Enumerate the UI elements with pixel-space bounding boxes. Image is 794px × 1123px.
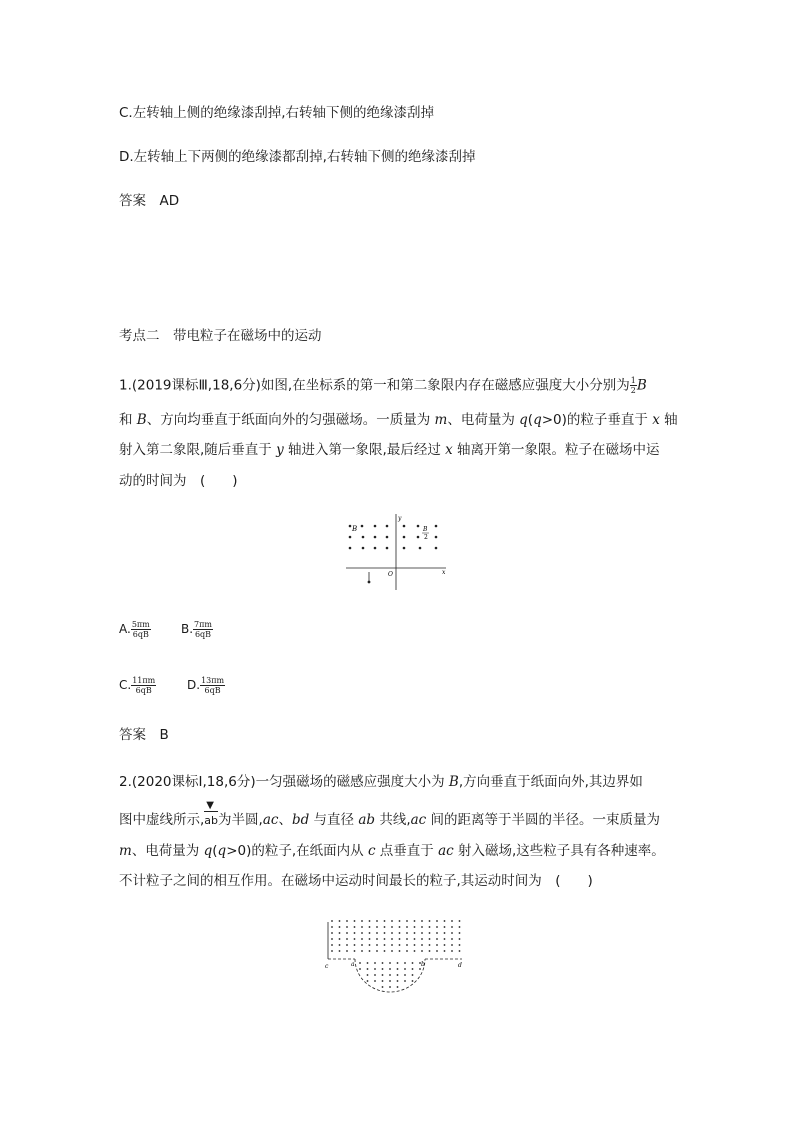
label-B-right-den: 2 [424, 534, 428, 541]
field-dot [436, 944, 438, 946]
q1-line2: 和 B、方向均垂直于纸面向外的匀强磁场。一质量为 m、电荷量为 q(q>0)的粒子垂直于 x 轴 [119, 412, 678, 428]
field-dot [444, 926, 446, 928]
field-dot [389, 962, 391, 964]
field-dot [369, 944, 371, 946]
field-dot [451, 932, 453, 934]
option-d-text: D.左转轴上下两侧的绝缘漆都刮掉,右转轴下侧的绝缘漆刮掉 [119, 149, 476, 165]
field-dot [374, 980, 376, 982]
field-dot [391, 944, 393, 946]
field-dot [349, 547, 352, 550]
field-dot [346, 938, 348, 940]
q1-figure [338, 510, 453, 592]
field-dot [391, 926, 393, 928]
field-dot [382, 968, 384, 970]
field-dot [391, 938, 393, 940]
label-B-right-num: B [423, 526, 428, 533]
field-dot [414, 932, 416, 934]
field-dot [459, 932, 461, 934]
field-dot [349, 536, 352, 539]
field-dot [376, 944, 378, 946]
field-dot [399, 938, 401, 940]
field-dot [421, 926, 423, 928]
field-dot [451, 926, 453, 928]
field-dot [406, 926, 408, 928]
field-dot [384, 938, 386, 940]
field-dot [339, 920, 341, 922]
field-dot [444, 920, 446, 922]
field-dot [397, 986, 399, 988]
field-dot [406, 950, 408, 952]
q1-option-d[interactable]: D. $\frac{13\pi m}{6qB}$ [187, 676, 225, 695]
field-dot [369, 938, 371, 940]
field-dot [331, 926, 333, 928]
field-dot [459, 944, 461, 946]
label-c: c [325, 963, 329, 970]
field-dot [331, 944, 333, 946]
field-dot [374, 974, 376, 976]
q1-line3: 射入第二象限,随后垂直于 y 轴进入第一象限,最后经过 x 轴离开第一象限。粒子在磁场中运 [119, 442, 660, 458]
field-dot [331, 932, 333, 934]
q1-option-c[interactable]: C. $\frac{11\pi m}{6qB}$ [119, 676, 156, 695]
field-dot [429, 926, 431, 928]
field-dot [376, 920, 378, 922]
field-dot [391, 932, 393, 934]
field-dot [451, 920, 453, 922]
field-dot [421, 944, 423, 946]
q1-line4: 动的时间为 ( ) [119, 473, 238, 489]
field-dot [421, 920, 423, 922]
field-dot [354, 926, 356, 928]
q1-answer: 答案 B [119, 727, 169, 743]
field-dot [359, 962, 361, 964]
field-dot [359, 968, 361, 970]
field-dot [361, 938, 363, 940]
field-dot [436, 938, 438, 940]
field-dot [414, 920, 416, 922]
field-dot [346, 932, 348, 934]
answer-prev: 答案 AD [119, 193, 180, 209]
label-O: O [388, 571, 393, 578]
label-a: a [351, 961, 355, 968]
field-dot [376, 932, 378, 934]
field-dot [354, 944, 356, 946]
field-dot [404, 968, 406, 970]
field-dot [436, 932, 438, 934]
field-dot [361, 926, 363, 928]
field-dot [374, 547, 377, 550]
field-dot [414, 938, 416, 940]
field-dot [339, 926, 341, 928]
field-dot [339, 938, 341, 940]
field-dot [389, 986, 391, 988]
field-dot [382, 980, 384, 982]
field-dot [389, 980, 391, 982]
field-dot [406, 932, 408, 934]
field-dot [436, 920, 438, 922]
field-dot [397, 980, 399, 982]
section-title: 考点二 带电粒子在磁场中的运动 [119, 328, 322, 344]
field-dot [417, 536, 420, 539]
field-dot [354, 932, 356, 934]
field-dot [331, 938, 333, 940]
field-dot [451, 944, 453, 946]
field-dot [361, 950, 363, 952]
symbol-B: B [636, 377, 647, 394]
field-dot [374, 536, 377, 539]
field-dot [451, 950, 453, 952]
field-dot [399, 944, 401, 946]
field-dot [403, 547, 406, 550]
field-dot [444, 944, 446, 946]
field-dot [382, 974, 384, 976]
field-dot [389, 974, 391, 976]
field-dot [414, 950, 416, 952]
q1-option-a[interactable]: A. $\frac{5\pi m}{6qB}$ [119, 620, 150, 639]
field-dot [374, 525, 377, 528]
field-dot [367, 980, 369, 982]
field-dot [436, 950, 438, 952]
field-dot [419, 547, 422, 550]
field-dot [412, 962, 414, 964]
field-dot [376, 938, 378, 940]
field-dot [459, 938, 461, 940]
field-dot [389, 968, 391, 970]
field-dot [384, 926, 386, 928]
option-c-text: C.左转轴上侧的绝缘漆刮掉,右转轴下侧的绝缘漆刮掉 [119, 105, 435, 121]
field-dot [444, 932, 446, 934]
field-dot [369, 932, 371, 934]
field-dot [429, 932, 431, 934]
field-dot [406, 938, 408, 940]
field-dot [346, 950, 348, 952]
field-dot [435, 525, 438, 528]
field-dot [391, 950, 393, 952]
field-dot [346, 926, 348, 928]
field-dot [459, 950, 461, 952]
field-dot [361, 932, 363, 934]
field-dot [429, 944, 431, 946]
field-dot [399, 950, 401, 952]
label-x: x [442, 569, 446, 576]
field-dot [421, 938, 423, 940]
q1-line1-text: 1.(2019课标Ⅲ,18,6分)如图,在坐标系的第一和第二象限内存在磁感应强度大小分别为 [119, 377, 630, 394]
field-dot [346, 920, 348, 922]
field-dot [435, 547, 438, 550]
field-dot [361, 944, 363, 946]
field-dot [403, 536, 406, 539]
field-dot [382, 986, 384, 988]
field-dot [339, 944, 341, 946]
field-dot [367, 968, 369, 970]
field-dot [399, 932, 401, 934]
field-dot [459, 926, 461, 928]
field-dot [384, 920, 386, 922]
particle-source [368, 581, 371, 584]
field-dots [331, 920, 460, 988]
field-dot [414, 944, 416, 946]
field-dot [369, 926, 371, 928]
field-dot [367, 974, 369, 976]
field-dot [421, 932, 423, 934]
field-dot [386, 547, 389, 550]
label-d: d [458, 962, 462, 969]
field-dot [406, 920, 408, 922]
field-dot [459, 920, 461, 922]
field-dot [444, 950, 446, 952]
field-dot [397, 974, 399, 976]
field-dot [354, 950, 356, 952]
field-dot [421, 950, 423, 952]
field-dot [429, 950, 431, 952]
field-dot [429, 920, 431, 922]
q1-line1 [119, 376, 647, 395]
field-dot [444, 938, 446, 940]
field-dot [362, 536, 365, 539]
field-dot [361, 920, 363, 922]
q2-line2: 图中虚线所示, ▼ ab为半圆,ac、bd 与直径 ab 共线,ac 间的距离等于半圆的半径。一束质量为 [119, 800, 661, 828]
field-dot [386, 525, 389, 528]
field-dot [386, 536, 389, 539]
field-dot [414, 926, 416, 928]
field-dot [339, 950, 341, 952]
field-dot [435, 536, 438, 539]
field-dot [412, 968, 414, 970]
label-y: y [398, 515, 402, 522]
field-dot [384, 932, 386, 934]
field-dot [384, 944, 386, 946]
field-dot [399, 920, 401, 922]
field-dot [331, 920, 333, 922]
field-dot [412, 980, 414, 982]
field-dot [403, 525, 406, 528]
field-dot [376, 926, 378, 928]
field-dot [404, 980, 406, 982]
field-dot [354, 938, 356, 940]
field-dot [417, 525, 420, 528]
field-dot [384, 950, 386, 952]
field-dot [367, 962, 369, 964]
q2-line3: m、电荷量为 q(q>0)的粒子,在纸面内从 c 点垂直于 ac 射入磁场,这些粒子具有各种速率。 [119, 843, 665, 859]
field-dot [406, 944, 408, 946]
field-dot [331, 950, 333, 952]
label-b: b [421, 961, 425, 968]
label-B-left: B [352, 525, 358, 533]
field-dot [429, 938, 431, 940]
field-dot [376, 950, 378, 952]
q2-line4: 不计粒子之间的相互作用。在磁场中运动时间最长的粒子,其运动时间为 ( ) [119, 873, 593, 889]
field-dot [397, 968, 399, 970]
field-dot [374, 968, 376, 970]
field-dot [382, 962, 384, 964]
field-dot [369, 950, 371, 952]
arc-ab: ▼ ab [204, 800, 219, 827]
q1-option-b[interactable]: B. $\frac{7\pi m}{6qB}$ [181, 620, 212, 639]
field-dot [404, 962, 406, 964]
field-dot [349, 525, 352, 528]
field-dot [361, 525, 364, 528]
half-fraction: $\frac{1}{2}$ [630, 376, 636, 395]
field-dot [339, 932, 341, 934]
q2-figure [320, 912, 470, 994]
field-dot [412, 974, 414, 976]
field-dot [397, 962, 399, 964]
field-dot [436, 926, 438, 928]
q2-line1: 2.(2020课标Ⅰ,18,6分)一匀强磁场的磁感应强度大小为 B,方向垂直于纸面向外,其边界如 [119, 774, 643, 790]
field-dot [346, 944, 348, 946]
field-dot [419, 968, 421, 970]
field-dot [399, 926, 401, 928]
field-dot [369, 920, 371, 922]
field-dot [451, 938, 453, 940]
field-dot [404, 974, 406, 976]
field-dot [362, 547, 365, 550]
field-dot [391, 920, 393, 922]
field-dot [354, 920, 356, 922]
field-dot [374, 962, 376, 964]
